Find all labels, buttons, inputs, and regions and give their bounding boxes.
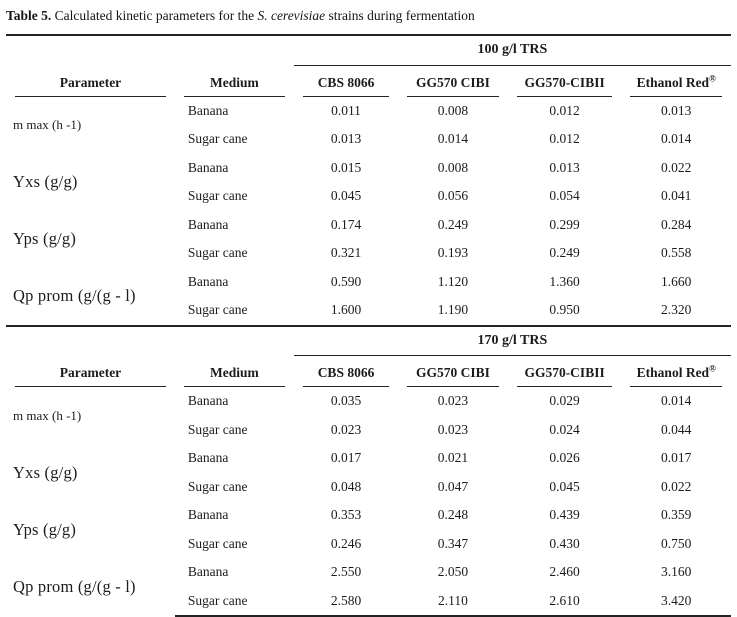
value-cell: 0.590 [330,273,362,289]
value-cell: 0.045 [330,188,362,204]
medium-cell: Sugar cane [187,535,248,551]
value-cell: 0.026 [549,450,580,466]
value-cell: 0.284 [661,216,692,232]
value-cell: 0.430 [549,535,580,551]
column-header-strain-gg570cibi: GG570 CIBI [398,65,507,97]
table-row [6,97,731,126]
value-cell: 0.022 [661,478,692,494]
registered-trademark: ® [709,363,716,374]
value-cell: 0.011 [331,102,361,118]
parameter-cell: Yps (g/g) [13,519,77,539]
value-cell: 1.660 [661,273,692,289]
medium-cell: Sugar cane [175,587,294,617]
column-header-strain-gg570cibi: GG570 CIBI [398,356,507,388]
registered-trademark: ® [709,73,716,83]
value-cell: 0.023 [437,421,469,437]
table-row [6,387,731,416]
value-cell: 0.012 [549,131,580,147]
medium-cell: Sugar cane [187,188,248,204]
trs-section-label: 100 g/l TRS [294,35,731,65]
table-caption-text-2: strains during fermentation [325,8,475,23]
column-header-strain-ethanolred: Ethanol Red® [621,356,731,388]
section-1-trs-row [6,35,731,65]
value-cell: 0.029 [549,393,580,409]
value-cell: 0.048 [330,478,362,494]
value-cell: 1.120 [437,273,469,289]
value-cell: 0.056 [437,188,469,204]
section-2-trs-row [6,326,731,356]
value-cell: 0.035 [330,393,362,409]
medium-cell: Sugar cane [187,245,248,261]
medium-cell: Banana [187,102,229,118]
value-cell: 0.193 [437,245,469,261]
value-cell: 0.013 [661,102,692,118]
value-cell: 0.014 [661,393,692,409]
section-1-header-row [6,65,731,97]
value-cell: 0.014 [437,131,469,147]
value-cell: 2.460 [549,564,580,580]
table-row [6,444,731,473]
value-cell: 0.750 [661,535,692,551]
medium-cell: Banana [187,216,229,232]
column-header-parameter: Parameter [6,356,175,388]
value-cell: 0.023 [437,393,469,409]
table-row [6,558,731,587]
species-name: S. cerevisiae [257,8,326,23]
column-header-strain-cbs8066: CBS 8066 [294,356,398,388]
parameter-cell: m max (h -1) [13,117,82,132]
section-2-header-row [6,356,731,388]
parameter-cell: Yxs (g/g) [13,462,78,482]
medium-cell: Banana [187,564,229,580]
parameter-cell: Yxs (g/g) [13,172,78,191]
value-cell: 3.420 [621,587,731,617]
value-cell: 0.054 [549,188,580,204]
medium-cell: Banana [187,159,229,175]
value-cell: 0.558 [661,245,692,261]
value-cell: 0.021 [437,450,469,466]
medium-cell: Sugar cane [187,478,248,494]
value-cell: 0.014 [661,131,692,147]
table-row [6,268,731,297]
value-cell: 0.359 [661,507,692,523]
value-cell: 2.550 [330,564,362,580]
table-caption [6,7,731,24]
table-row [6,211,731,240]
value-cell: 0.246 [330,535,362,551]
medium-cell: Sugar cane [187,421,248,437]
table-caption-text-1: Calculated kinetic parameters for the [51,8,258,23]
value-cell: 0.017 [661,450,692,466]
medium-cell: Sugar cane [187,302,248,318]
value-cell: 0.299 [549,216,580,232]
value-cell: 0.439 [549,507,580,523]
medium-cell: Sugar cane [187,131,248,147]
value-cell: 2.320 [661,302,692,318]
value-cell: 0.017 [330,450,362,466]
trs-section-label: 170 g/l TRS [294,326,731,356]
value-cell: 2.610 [508,587,622,617]
value-cell: 0.347 [437,535,469,551]
value-cell: 0.008 [437,159,469,175]
value-cell: 0.045 [549,478,580,494]
column-header-medium: Medium [175,65,294,97]
trs-spacer-cell [6,35,294,65]
column-header-parameter: Parameter [6,65,175,97]
value-cell: 0.321 [330,245,362,261]
value-cell: 2.580 [294,587,398,617]
value-cell: 3.160 [661,564,692,580]
value-cell: 0.022 [661,159,692,175]
value-cell: 0.044 [661,421,692,437]
parameter-cell: Qp prom (g/(g - l) [13,286,136,305]
value-cell: 0.249 [549,245,580,261]
value-cell: 1.360 [549,273,580,289]
trs-spacer-cell [6,326,294,356]
kinetic-parameters-table [6,34,731,617]
table-row [6,154,731,183]
value-cell: 0.248 [437,507,469,523]
value-cell: 0.012 [549,102,580,118]
value-cell: 2.050 [437,564,469,580]
table-caption-number: Table 5. [6,8,52,23]
value-cell: 0.008 [437,102,469,118]
column-header-strain-gg570cibii: GG570-CIBII [508,356,622,388]
value-cell: 0.013 [330,131,362,147]
value-cell: 2.110 [398,587,507,617]
medium-cell: Banana [187,273,229,289]
value-cell: 0.353 [330,507,362,523]
column-header-strain-ethanolred: Ethanol Red® [621,65,731,97]
value-cell: 0.174 [330,216,362,232]
column-header-medium: Medium [175,356,294,388]
value-cell: 0.041 [661,188,692,204]
value-cell: 1.190 [437,302,469,318]
medium-cell: Banana [187,393,229,409]
value-cell: 0.023 [330,421,362,437]
column-header-strain-gg570cibii: GG570-CIBII [508,65,622,97]
value-cell: 0.015 [330,159,362,175]
medium-cell: Banana [187,507,229,523]
value-cell: 0.047 [437,478,469,494]
value-cell: 0.013 [549,159,580,175]
value-cell: 0.249 [437,216,469,232]
column-header-strain-cbs8066: CBS 8066 [294,65,398,97]
value-cell: 0.950 [549,302,580,318]
value-cell: 0.024 [549,421,580,437]
parameter-cell: Yps (g/g) [13,229,77,248]
parameter-cell: Qp prom (g/(g - l) [13,577,136,596]
parameter-cell: m max (h -1) [13,407,82,423]
table-row [6,501,731,530]
medium-cell: Banana [187,450,229,466]
value-cell: 1.600 [330,302,362,318]
